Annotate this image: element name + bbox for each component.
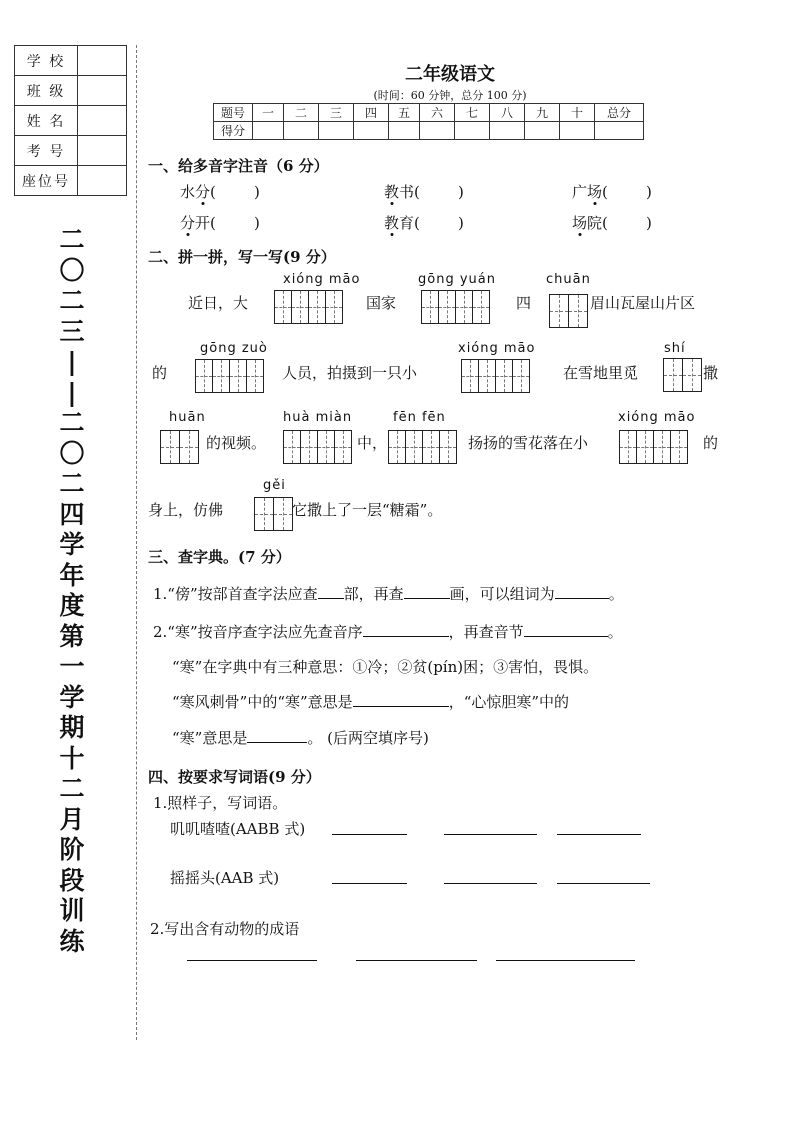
- writing-box-9[interactable]: [388, 430, 457, 464]
- s1-item-3: 广场( ): [572, 183, 652, 201]
- writing-box-7[interactable]: [160, 430, 199, 464]
- answer-line-3b[interactable]: [356, 946, 477, 961]
- writing-box-3[interactable]: [549, 294, 588, 328]
- answer-line-2c[interactable]: [557, 869, 650, 884]
- pinyin-7: huān: [169, 410, 206, 425]
- score-header-cell: 五: [389, 104, 420, 122]
- pinyin-1: xióng māo: [283, 272, 361, 287]
- info-field-seat[interactable]: [78, 166, 127, 196]
- blank-radical[interactable]: [318, 584, 344, 599]
- score-cell[interactable]: [253, 122, 284, 140]
- score-cell[interactable]: [354, 122, 389, 140]
- s2-text-2: 国家: [366, 294, 397, 312]
- blank-strokes[interactable]: [404, 584, 450, 599]
- writing-box-8[interactable]: [283, 430, 352, 464]
- blank-word[interactable]: [555, 584, 609, 599]
- writing-box-10[interactable]: [619, 430, 688, 464]
- side-title-char: 三: [59, 316, 85, 346]
- s4-q1: 1.照样子，写词语。: [153, 794, 288, 812]
- score-cell[interactable]: [420, 122, 455, 140]
- score-cell[interactable]: [525, 122, 560, 140]
- score-header-cell: 九: [525, 104, 560, 122]
- pinyin-4: gōng zuò: [200, 341, 268, 356]
- score-header-cell: 总分: [595, 104, 644, 122]
- score-header-cell: 题号: [214, 104, 253, 122]
- pinyin-10: xióng māo: [618, 410, 696, 425]
- student-info-table: [14, 45, 127, 196]
- info-field-school[interactable]: [78, 46, 127, 76]
- answer-line-1b[interactable]: [444, 820, 537, 835]
- info-field-exam-no[interactable]: [78, 136, 127, 166]
- s2-text-6: 人员，拍摄到一只小: [282, 364, 418, 382]
- side-title-char: 二: [59, 774, 85, 803]
- side-title-char: 练: [59, 926, 85, 956]
- pinyin-3: chuān: [546, 272, 591, 287]
- s2-text-5: 的: [152, 364, 168, 382]
- blank-meaning-1[interactable]: [353, 692, 449, 707]
- s2-text-9: 的视频。: [206, 434, 267, 452]
- side-title-char: 年: [59, 560, 85, 590]
- pinyin-9: fēn fēn: [393, 410, 446, 425]
- s2-text-7: 在雪地里觅: [563, 364, 639, 382]
- writing-box-6[interactable]: [663, 358, 702, 392]
- info-field-class[interactable]: [78, 76, 127, 106]
- side-title-char: 二: [59, 408, 85, 437]
- answer-line-3a[interactable]: [187, 946, 317, 961]
- s3-line-4: “寒风刺骨”中的“寒”意思是 ，“心惊胆寒”中的: [172, 693, 570, 711]
- s2-text-10: 中，: [357, 434, 388, 452]
- side-title-char: |: [67, 347, 77, 376]
- side-title-char: 二: [59, 286, 85, 315]
- score-header-cell: 十: [560, 104, 595, 122]
- section3-heading: 三、查字典。(7 分）: [148, 548, 291, 566]
- score-header-cell: 四: [354, 104, 389, 122]
- writing-box-2[interactable]: [421, 290, 490, 324]
- side-title-char: 十: [59, 743, 85, 773]
- answer-line-2a[interactable]: [332, 869, 407, 884]
- s1-item-5: 教育( ): [384, 214, 464, 232]
- s3-line-3: “寒”在字典中有三种意思：①冷；②贫(pín)困；③害怕，畏惧。: [172, 658, 599, 676]
- side-title-char: 月: [59, 804, 85, 834]
- side-title-char: 段: [59, 865, 85, 895]
- pinyin-11: gěi: [263, 478, 286, 493]
- score-cell[interactable]: [284, 122, 319, 140]
- s4-q2: 2.写出含有动物的成语: [150, 920, 300, 938]
- s2-text-12: 的: [703, 434, 719, 452]
- s1-item-1: 水分( ): [180, 183, 260, 201]
- blank-meaning-2[interactable]: [247, 728, 307, 743]
- s3-line-5: “寒”意思是 。 (后两空填序号): [172, 729, 429, 747]
- s2-text-4: 眉山瓦屋山片区: [590, 294, 696, 312]
- s2-text-11: 扬扬的雪花落在小: [468, 434, 589, 452]
- s3-line-2: 2.“寒”按音序查字法应先查音序 ，再查音节 。: [153, 623, 623, 641]
- answer-line-3c[interactable]: [496, 946, 635, 961]
- section1-heading: 一、给多音字注音（6 分）: [148, 157, 329, 175]
- score-header-cell: 七: [455, 104, 490, 122]
- side-title-char: 第: [59, 621, 85, 651]
- info-label-seat: 座位号: [15, 166, 78, 196]
- side-title-char: 学: [59, 530, 85, 559]
- s1-item-2: 教书( ): [384, 183, 464, 201]
- score-cell[interactable]: [595, 122, 644, 140]
- writing-box-1[interactable]: [274, 290, 343, 324]
- score-cell[interactable]: [389, 122, 420, 140]
- score-row-label: 得分: [214, 122, 253, 140]
- s2-text-3: 四: [516, 294, 532, 312]
- pinyin-8: huà miàn: [283, 410, 353, 425]
- answer-line-2b[interactable]: [444, 869, 537, 884]
- score-table: [213, 103, 644, 140]
- answer-line-1c[interactable]: [557, 820, 641, 835]
- score-header-cell: 六: [420, 104, 455, 122]
- info-label-name: 姓 名: [15, 106, 78, 136]
- exam-time-note: (时间：60 分钟，总分 100 分): [373, 89, 527, 102]
- s2-text-14: 它撒上了一层“糖霜”。: [292, 501, 443, 519]
- side-title-char: 二: [59, 225, 85, 254]
- side-title-char: 一: [59, 652, 85, 681]
- writing-box-4[interactable]: [195, 359, 264, 393]
- side-title-char: 〇: [59, 438, 85, 468]
- side-title-char: 四: [59, 499, 85, 529]
- pinyin-2: gōng yuán: [418, 272, 496, 287]
- blank-initial[interactable]: [363, 622, 449, 637]
- section2-heading: 二、拼一拼，写一写(9 分）: [148, 248, 336, 266]
- section4-heading: 四、按要求写词语(9 分）: [148, 768, 321, 786]
- score-cell[interactable]: [319, 122, 354, 140]
- info-field-name[interactable]: [78, 106, 127, 136]
- vertical-side-title: [55, 225, 89, 957]
- score-header-cell: 二: [284, 104, 319, 122]
- s3-line-1: 1.“傍”按部首查字法应查 部，再查 画，可以组词为 。: [153, 585, 624, 603]
- side-title-char: 二: [59, 469, 85, 498]
- binding-line: [136, 45, 137, 1040]
- s4-example-1: 叽叽喳喳(AABB 式): [170, 820, 306, 838]
- s1-item-4: 分开( ): [180, 214, 260, 232]
- page-title: 二年级语文: [405, 64, 495, 85]
- info-label-exam-no: 考 号: [15, 136, 78, 166]
- side-title-char: 阶: [59, 835, 85, 864]
- side-title-char: 期: [59, 713, 85, 742]
- info-label-class: 班 级: [15, 76, 78, 106]
- score-cell[interactable]: [490, 122, 525, 140]
- info-label-school: 学 校: [15, 46, 78, 76]
- pinyin-5: xióng māo: [458, 341, 536, 356]
- writing-box-11[interactable]: [254, 497, 293, 531]
- side-title-char: |: [67, 377, 77, 407]
- score-header-cell: 一: [253, 104, 284, 122]
- score-cell[interactable]: [560, 122, 595, 140]
- s2-text-13: 身上，仿佛: [148, 501, 224, 519]
- s4-example-2: 摇摇头(AAB 式): [170, 869, 280, 887]
- side-title-char: 度: [59, 591, 85, 620]
- score-header-cell: 三: [319, 104, 354, 122]
- pinyin-6: shí: [664, 341, 686, 356]
- side-title-char: 学: [59, 682, 85, 712]
- side-title-char: 训: [59, 896, 85, 925]
- score-cell[interactable]: [455, 122, 490, 140]
- side-title-char: 〇: [59, 255, 85, 285]
- score-header-cell: 八: [490, 104, 525, 122]
- blank-syllable[interactable]: [524, 622, 608, 637]
- s2-text-1: 近日，大: [188, 294, 249, 312]
- s1-item-6: 场院( ): [572, 214, 652, 232]
- writing-box-5[interactable]: [461, 359, 530, 393]
- answer-line-1a[interactable]: [332, 820, 407, 835]
- s2-text-8: 撒: [703, 364, 719, 382]
